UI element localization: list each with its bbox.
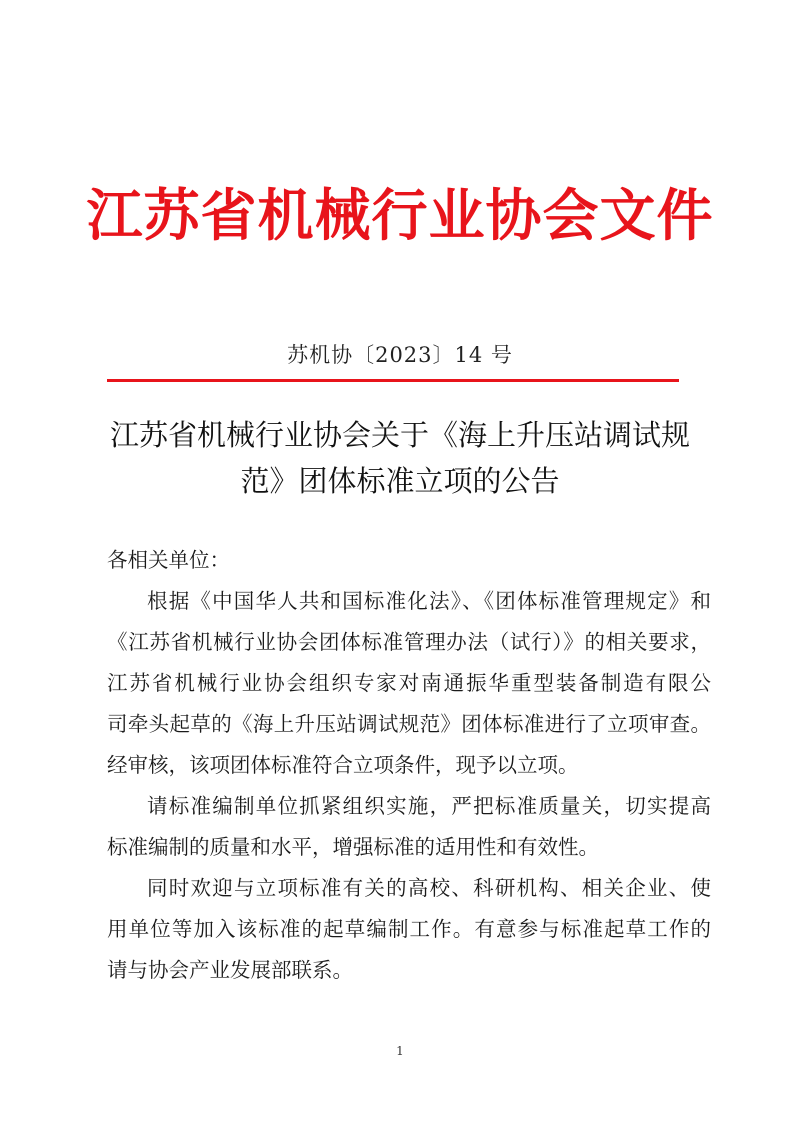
title-line-2: 范》团体标准立项的公告	[240, 464, 560, 498]
paragraph-3-line-1: 同时欢迎与立项标准有关的高校、科研机构、相关企业、使	[147, 876, 711, 900]
title-line-1: 江苏省机械行业协会关于《海上升压站调试规	[109, 418, 690, 452]
paragraph-3-line-3: 请与协会产业发展部联系。	[107, 958, 353, 982]
paragraph-3-line-2: 用单位等加入该标准的起草编制工作。有意参与标准起草工作的	[107, 917, 711, 941]
paragraph-1-line-3: 江苏省机械行业协会组织专家对南通振华重型装备制造有限公	[107, 671, 711, 695]
paragraph-2-line-2: 标准编制的质量和水平，增强标准的适用性和有效性。	[107, 835, 599, 859]
paragraph-1-line-5: 经审核，该项团体标准符合立项条件，现予以立项。	[107, 753, 579, 777]
document-number: 苏机协〔2023〕14 号	[287, 343, 513, 367]
paragraph-1-line-1: 根据《中国华人共和国标准化法》、《团体标准管理规定》和	[147, 589, 711, 613]
page-number: 1	[396, 1044, 404, 1058]
paragraph-1-line-4: 司牵头起草的《海上升压站调试规范》团体标准进行了立项审查。	[107, 712, 711, 736]
paragraph-2-line-1: 请标准编制单位抓紧组织实施，严把标准质量关，切实提高	[147, 794, 711, 818]
announcement-title	[80, 412, 720, 504]
announcement-body	[107, 540, 711, 991]
salutation: 各相关单位：	[107, 548, 230, 572]
masthead-title: 江苏省机械行业协会文件	[86, 183, 714, 249]
red-divider-line	[107, 379, 679, 382]
paragraph-1-line-2: 《江苏省机械行业协会团体标准管理办法（试行）》的相关要求，	[107, 630, 711, 654]
